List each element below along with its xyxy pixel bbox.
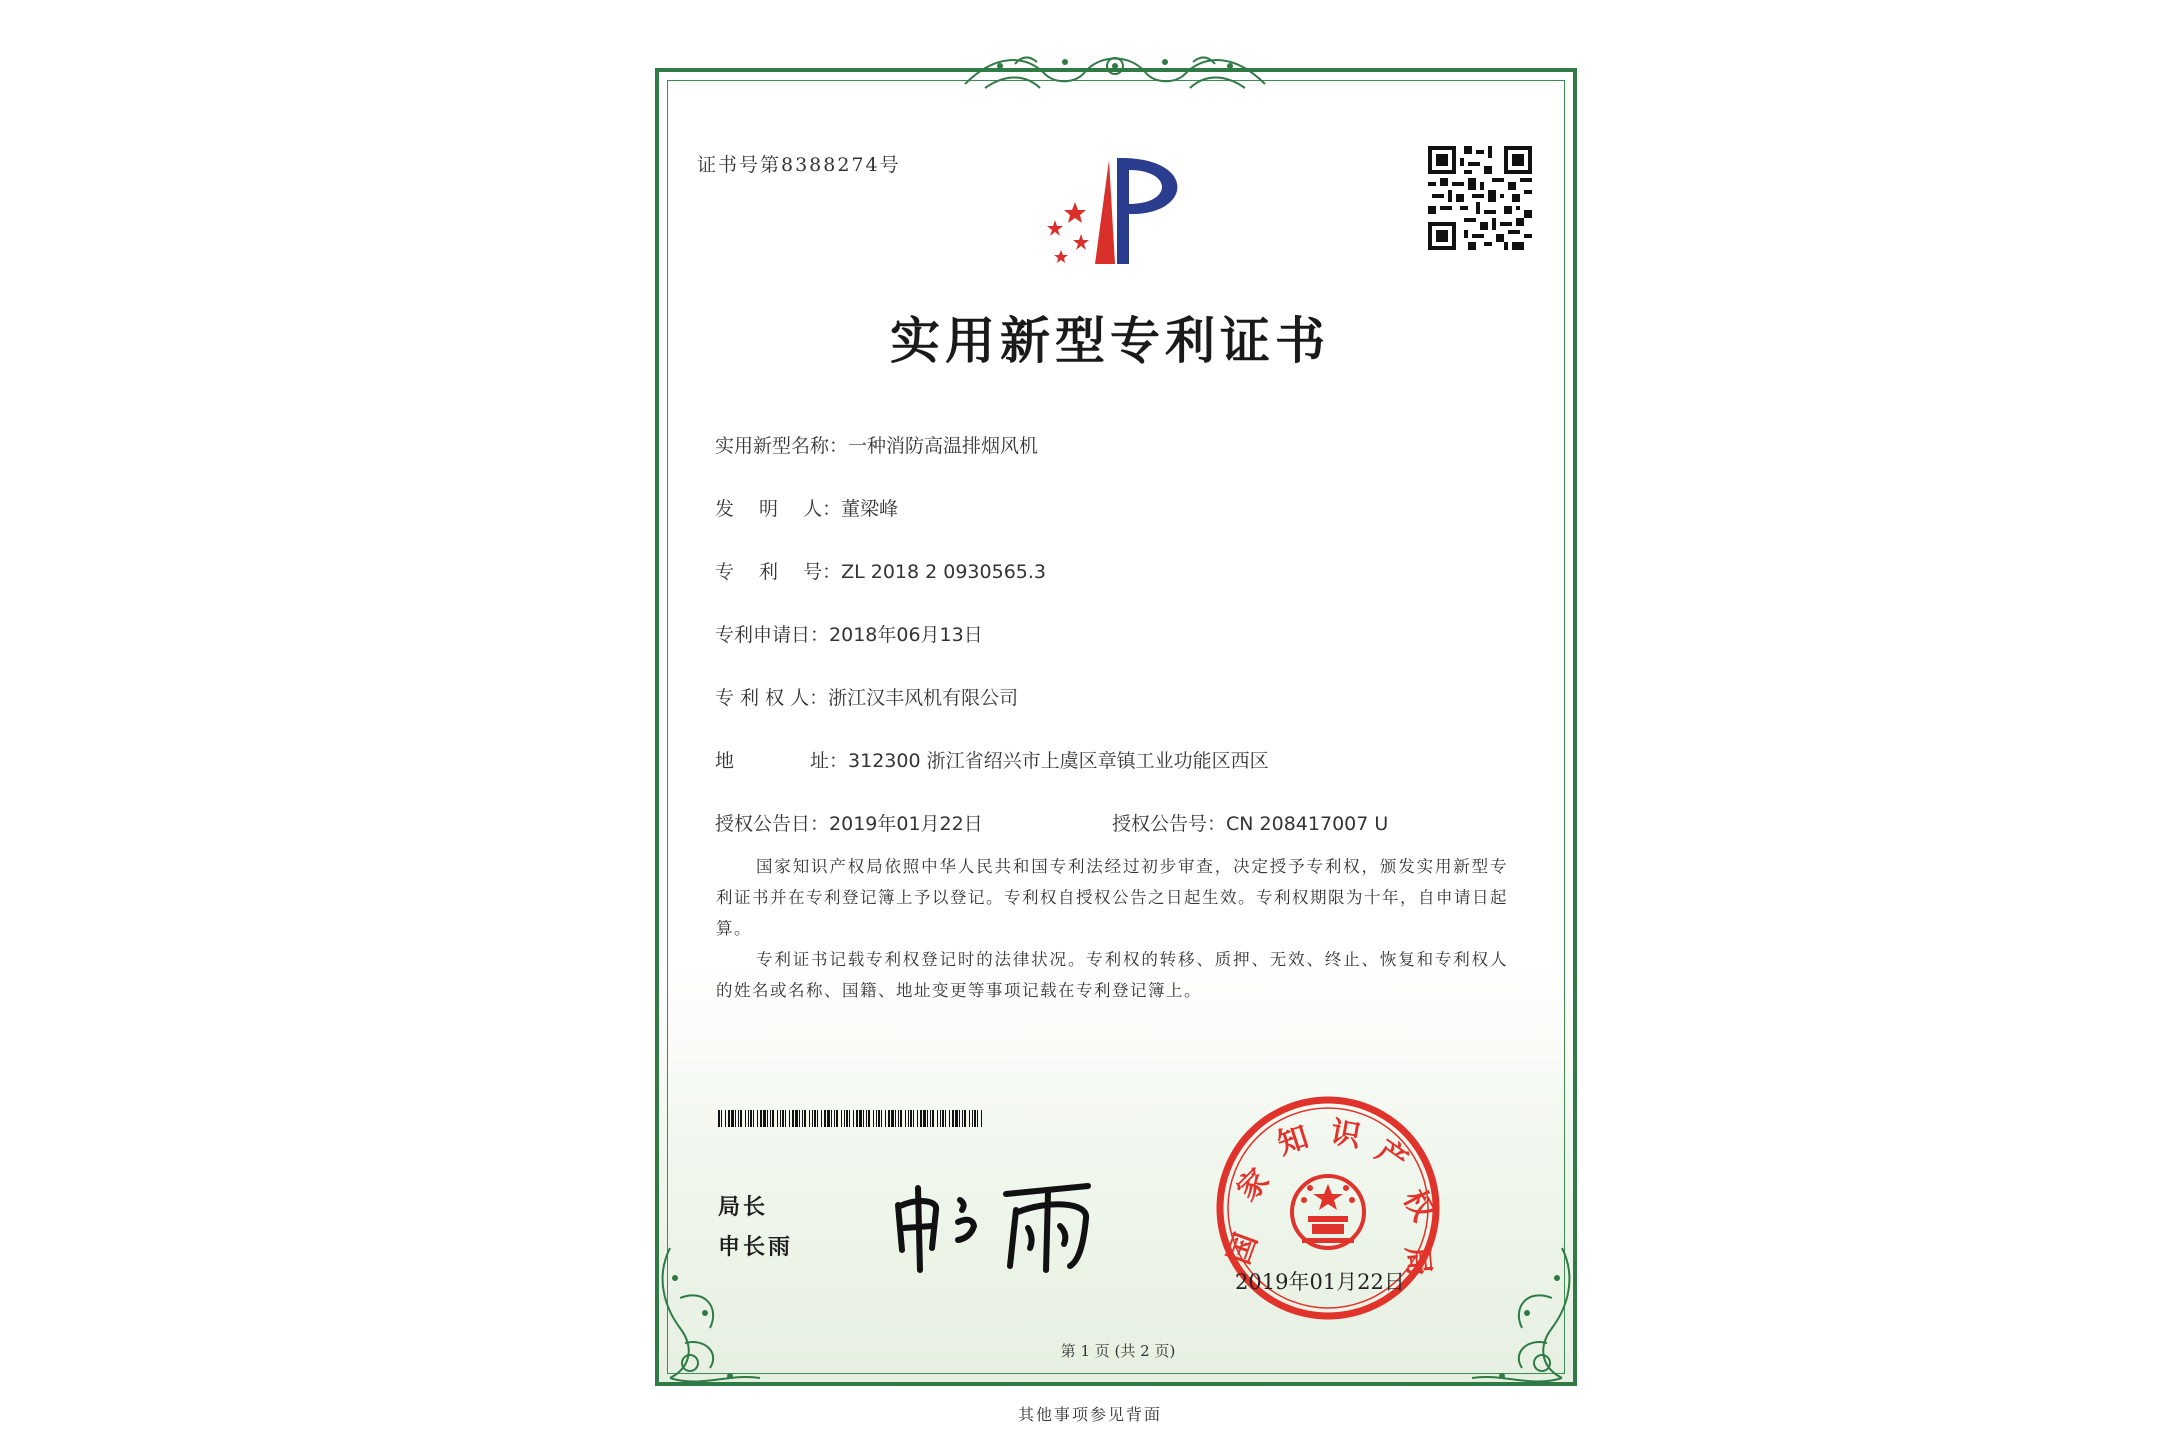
field-grant-date-label: 授权公告日：: [715, 813, 830, 835]
certificate-number: 证书号第8388274号: [697, 154, 901, 176]
field-address-value: 312300 浙江省绍兴市上虞区章镇工业功能区西区: [848, 750, 1269, 772]
field-grant-date-value: 2019年01月22日: [829, 813, 983, 835]
field-patentee-row: [715, 683, 1018, 710]
field-inventor-row: [715, 494, 898, 521]
field-grant-no-value: CN 208417007 U: [1226, 813, 1389, 835]
seal-date: 2019年01月22日: [1235, 1270, 1405, 1294]
certificate-title: 实用新型专利证书: [890, 311, 1330, 370]
field-patent-no-label: 专 利 号：: [715, 561, 842, 583]
top-ornament-icon: [955, 44, 1275, 98]
field-grant-no-row: [1112, 809, 1388, 836]
svg-text:国: 国: [1221, 1228, 1265, 1269]
field-filing-date-label: 专利申请日：: [715, 624, 830, 646]
field-address-row: [715, 746, 1269, 773]
footer-note: 其他事项参见背面: [1017, 1405, 1162, 1424]
field-patent-no-row: [715, 557, 1046, 584]
director-signature-icon: [888, 1170, 1118, 1275]
field-inventor-label: 发 明 人：: [715, 498, 842, 520]
svg-text:知: 知: [1273, 1119, 1313, 1163]
cnipa-logo-icon: [1033, 146, 1193, 271]
field-filing-date-row: [715, 620, 983, 647]
svg-text:权: 权: [1395, 1184, 1441, 1227]
director-title: 局长: [718, 1195, 769, 1220]
svg-text:家: 家: [1230, 1162, 1277, 1209]
svg-text:产: 产: [1369, 1133, 1414, 1180]
page-number: 第 1 页 (共 2 页): [1060, 1342, 1176, 1360]
field-patent-no-value: ZL 2018 2 0930565.3: [841, 561, 1047, 583]
field-grant-date-row: [715, 809, 983, 836]
field-patentee-label: 专 利 权 人：: [715, 687, 829, 709]
seal-emblem-icon: [1292, 1176, 1364, 1248]
statement-paragraph-1: 国家知识产权局依照中华人民共和国专利法经过初步审查，决定授予专利权，颁发实用新型专利证书并在专利登记簿上予以登记。专利权自授权公告之日起生效。专利权期限为十年，自申请日起算。: [716, 857, 1508, 938]
statement-paragraph-2: 专利证书记载专利权登记时的法律状况。专利权的转移、质押、无效、终止、恢复和专利权人的姓名或名称、国籍、地址变更等事项记载在专利登记簿上。: [716, 950, 1508, 1000]
svg-text:识: 识: [1327, 1114, 1364, 1155]
field-address-label: 地 址：: [715, 750, 849, 772]
field-grant-no-label: 授权公告号：: [1112, 813, 1227, 835]
svg-text:局: 局: [1398, 1244, 1437, 1278]
field-filing-date-value: 2018年06月13日: [829, 624, 983, 646]
bottom-right-ornament-icon: [1462, 1238, 1582, 1388]
field-name-label: 实用新型名称：: [715, 435, 849, 457]
field-patentee-value: 浙江汉丰风机有限公司: [828, 687, 1019, 709]
field-name-value: 一种消防高温排烟风机: [848, 435, 1039, 457]
barcode-icon: [718, 1110, 986, 1127]
field-name-row: [715, 431, 1038, 458]
qr-code-icon: [1428, 146, 1532, 250]
field-inventor-value: 董梁峰: [841, 498, 899, 520]
director-name: 申长雨: [718, 1235, 794, 1260]
